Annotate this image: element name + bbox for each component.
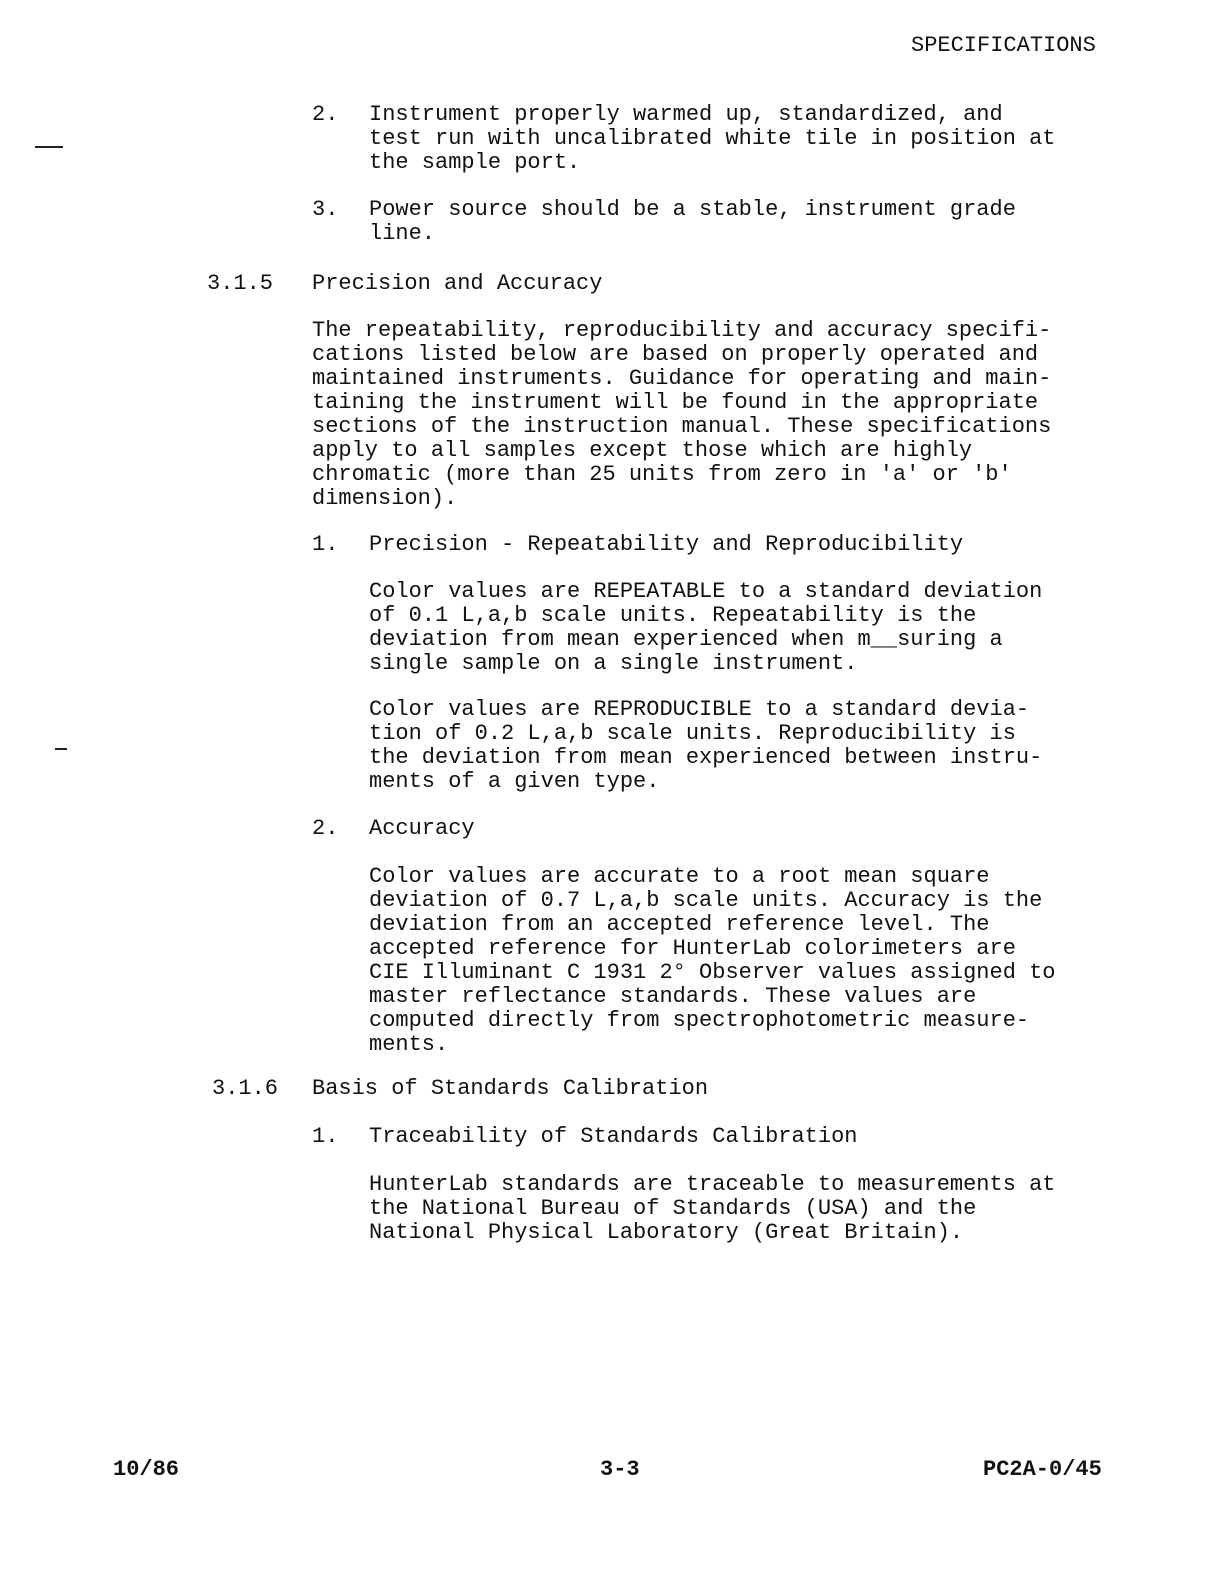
- subsection-title: Precision - Repeatability and Reproducibility: [369, 532, 964, 557]
- section-number: 3.1.5: [207, 271, 274, 296]
- paragraph-line: ments.: [369, 1032, 449, 1057]
- list-item-line: Power source should be a stable, instrument grade: [369, 197, 1016, 222]
- list-item-number: 1.: [312, 1124, 339, 1149]
- paragraph-line: Color values are REPEATABLE to a standard deviation: [369, 579, 1043, 604]
- paragraph-line: deviation of 0.7 L,a,b scale units. Accuracy is the: [369, 888, 1043, 913]
- paragraph-line: of 0.1 L,a,b scale units. Repeatability is the: [369, 603, 977, 628]
- paragraph-line: tion of 0.2 L,a,b scale units. Reproducibility is: [369, 721, 1016, 746]
- subsection-title: Traceability of Standards Calibration: [369, 1124, 858, 1149]
- margin-mark: [35, 146, 63, 148]
- paragraph-line: maintained instruments. Guidance for operating and main-: [312, 366, 1052, 391]
- paragraph-line: HunterLab standards are traceable to measurements at: [369, 1172, 1056, 1197]
- list-item-line: line.: [369, 221, 436, 246]
- paragraph-line: the National Bureau of Standards (USA) and the: [369, 1196, 977, 1221]
- paragraph-line: computed directly from spectrophotometric measure-: [369, 1008, 1030, 1033]
- paragraph-line: single sample on a single instrument.: [369, 651, 858, 676]
- list-item-line: test run with uncalibrated white tile in position at: [369, 126, 1056, 151]
- margin-mark: [55, 748, 67, 750]
- section-number: 3.1.6: [212, 1076, 279, 1101]
- footer-date: 10/86: [113, 1457, 180, 1482]
- section-title: Basis of Standards Calibration: [312, 1076, 709, 1101]
- paragraph-line: sections of the instruction manual. These specifications: [312, 414, 1052, 439]
- list-item-line: Instrument properly warmed up, standardized, and: [369, 102, 1003, 127]
- paragraph-line: apply to all samples except those which are highly: [312, 438, 973, 463]
- page-header-title: SPECIFICATIONS: [911, 33, 1096, 58]
- list-item-number: 1.: [312, 532, 339, 557]
- section-title: Precision and Accuracy: [312, 271, 603, 296]
- list-item-number: 2.: [312, 102, 339, 127]
- list-item-number: 3.: [312, 197, 339, 222]
- subsection-title: Accuracy: [369, 816, 475, 841]
- footer-document-id: PC2A-0/45: [983, 1457, 1102, 1482]
- paragraph-line: ments of a given type.: [369, 769, 660, 794]
- paragraph-line: cations listed below are based on properly operated and: [312, 342, 1039, 367]
- paragraph-line: dimension).: [312, 486, 458, 511]
- paragraph-line: the deviation from mean experienced between instru-: [369, 745, 1043, 770]
- paragraph-line: CIE Illuminant C 1931 2° Observer values assigned to: [369, 960, 1056, 985]
- list-item-line: the sample port.: [369, 150, 581, 175]
- paragraph-line: Color values are REPRODUCIBLE to a standard devia-: [369, 697, 1030, 722]
- paragraph-line: master reflectance standards. These values are: [369, 984, 977, 1009]
- paragraph-line: taining the instrument will be found in the appropriate: [312, 390, 1039, 415]
- paragraph-line: The repeatability, reproducibility and accuracy specifi-: [312, 318, 1052, 343]
- paragraph-line: chromatic (more than 25 units from zero in 'a' or 'b': [312, 462, 1012, 487]
- paragraph-line: accepted reference for HunterLab colorimeters are: [369, 936, 1016, 961]
- list-item-number: 2.: [312, 816, 339, 841]
- footer-page-number: 3-3: [600, 1457, 640, 1482]
- paragraph-line: National Physical Laboratory (Great Britain).: [369, 1220, 964, 1245]
- paragraph-line: deviation from mean experienced when m__suring a: [369, 627, 1003, 652]
- paragraph-line: Color values are accurate to a root mean square: [369, 864, 990, 889]
- paragraph-line: deviation from an accepted reference level. The: [369, 912, 990, 937]
